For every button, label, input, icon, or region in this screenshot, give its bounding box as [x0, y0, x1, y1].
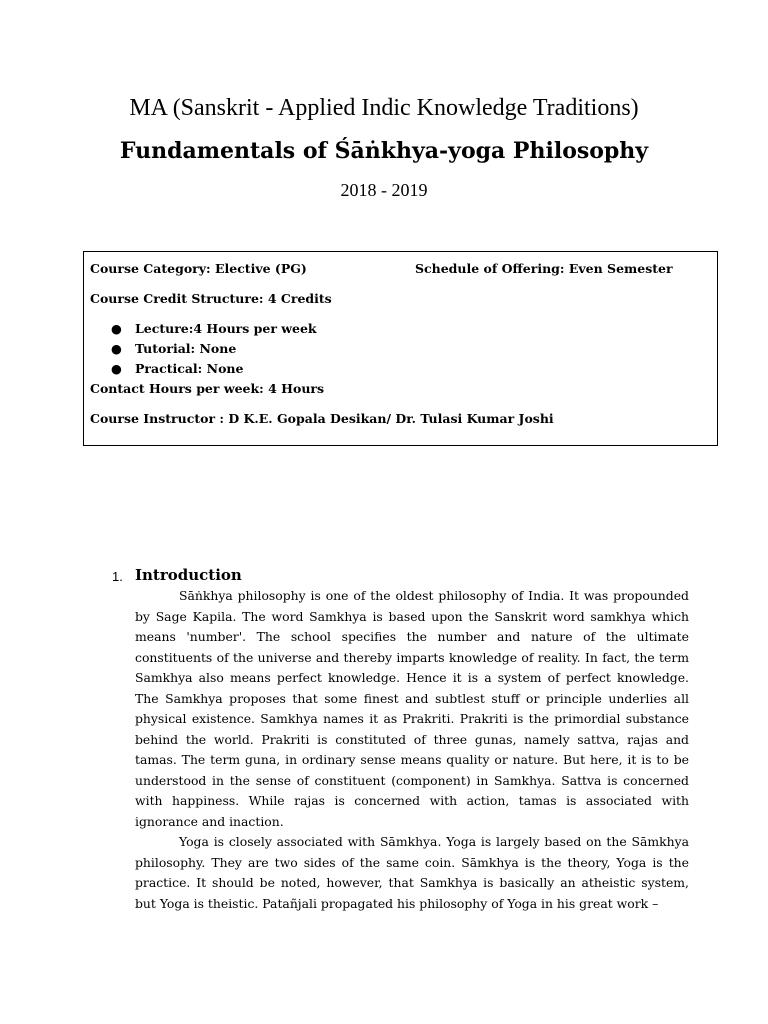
list-item [111, 359, 317, 379]
section-heading: Introduction [135, 566, 242, 584]
contact-hours: Contact Hours per week: 4 Hours [90, 381, 325, 396]
course-schedule: Schedule of Offering: Even Semester [415, 261, 673, 276]
section-number: 1. [112, 569, 123, 584]
list-item [111, 339, 317, 359]
course-info-box [83, 251, 718, 446]
credit-components-list [111, 319, 317, 379]
course-instructor: Course Instructor : D K.E. Gopala Desikan/ Dr. Tulasi Kumar Joshi [90, 411, 554, 426]
component-label: Lecture:4 Hours per week [135, 321, 317, 336]
paragraph: Yoga is closely associated with Sāmkhya. Yoga is largely based on the Sāmkhya philosophy. They are two sides of the same coin. Sāmkhya is the theory, Yoga is the practice. It should be noted, however, that Samkhya is basically an atheistic system, but Yoga is theistic. Patañjali propagated his philosophy of Yoga in his great work – [135, 834, 689, 911]
program-name: MA (Sanskrit - Applied Indic Knowledge Traditions) [129, 95, 639, 121]
component-label: Practical: None [135, 361, 244, 376]
course-title: Fundamentals of Śāṅkhya-yoga Philosophy [119, 138, 649, 164]
academic-year: 2018 - 2019 [340, 180, 428, 200]
paragraph: Sāṅkhya philosophy is one of the oldest philosophy of India. It was propounded by Sage Kapila. The word Samkhya is based upon the Sanskrit word samkhya which means 'number'. The school specifies the number and nature of the ultimate constituents of the universe and thereby imparts knowledge of reality. In fact, the term Samkhya also means perfect knowledge. Hence it is a system of perfect knowledge. The Samkhya proposes that some finest and subtlest stuff or principle underlies all physical existence. Samkhya names it as Prakriti. Prakriti is the primordial substance behind the world. Prakriti is constituted of three gunas, namely sattva, rajas and tamas. The term guna, in ordinary sense means quality or nature. But here, it is to be understood in the sense of constituent (component) in Samkhya. Sattva is concerned with happiness. While rajas is concerned with action, tamas is associated with ignorance and inaction. [135, 588, 689, 829]
course-category: Course Category: Elective (PG) [90, 261, 307, 276]
bullet-icon: ● [111, 341, 122, 356]
course-credit-structure: Course Credit Structure: 4 Credits [90, 291, 332, 306]
component-label: Tutorial: None [135, 341, 237, 356]
section-body [135, 586, 689, 914]
list-item [111, 319, 317, 339]
bullet-icon: ● [111, 321, 122, 336]
bullet-icon: ● [111, 361, 122, 376]
